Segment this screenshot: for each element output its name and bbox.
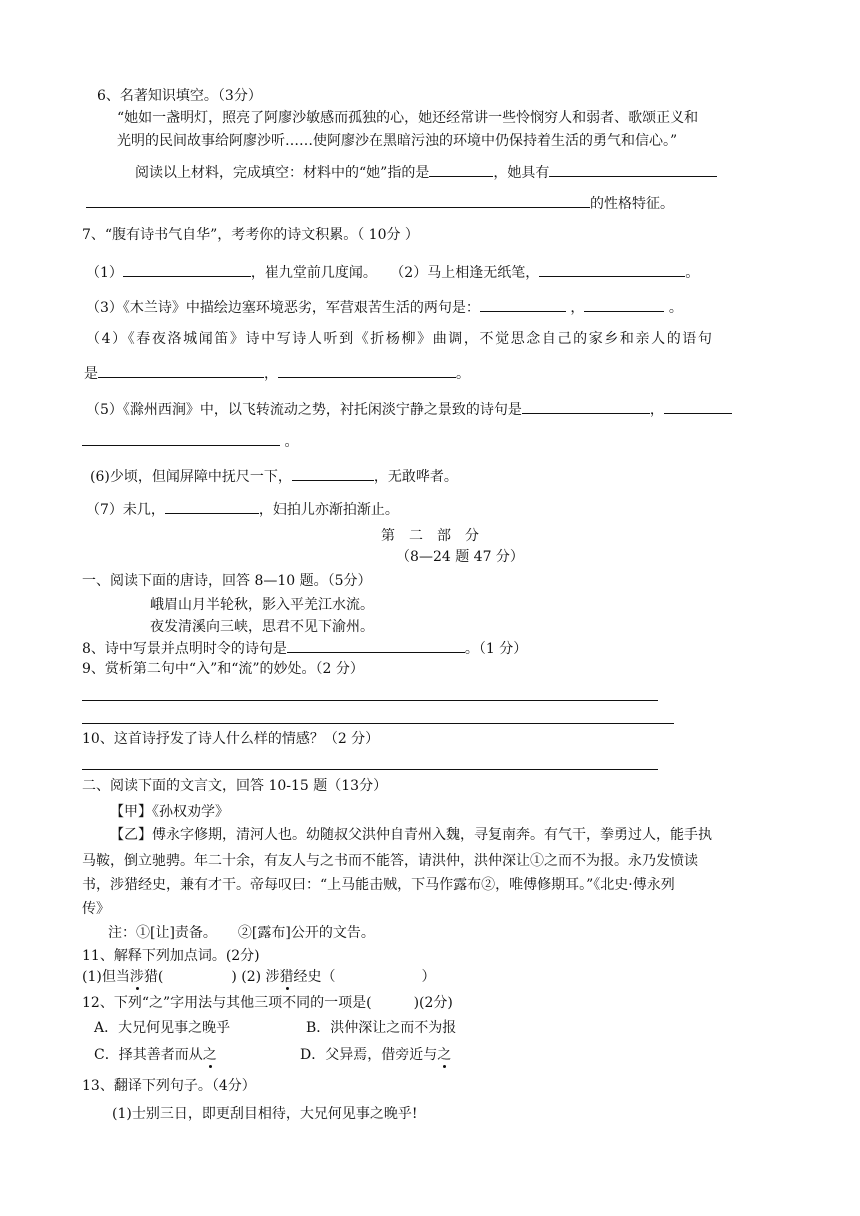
q7-item-3-comma: ， xyxy=(570,300,585,316)
q7-item-4-line-1: （4）《春夜洛城闻笛》诗中写诗人听到《折杨柳》曲调，不觉思念自己的家乡和亲人的语句 xyxy=(86,331,714,347)
q7-blank-3a[interactable] xyxy=(480,296,566,312)
q7-item-1-2 xyxy=(86,261,699,282)
q11-item-1-c: 猎( xyxy=(143,969,164,985)
q11-item-1-a: (1)但当 xyxy=(82,969,130,985)
q12-heading: 12、下列“之”字用法与其他三项不同的一项是( )(2分) xyxy=(82,995,453,1011)
q9-answer-line-2[interactable] xyxy=(82,723,674,724)
q7-heading: 7、“腹有诗书气自华”，考考你的诗文积累。（ 10分 ） xyxy=(82,227,419,243)
q12-option-d-text: D．父异焉，借旁近与 xyxy=(300,1047,438,1063)
q7-item-6 xyxy=(90,465,458,486)
passage-yi-line-3: 书，涉猎经史，兼有才干。帝每叹曰：“上马能击贼，下马作露布②，唯傅修期耳。”《北史·傅永列 xyxy=(82,877,675,893)
q6-blank-trait-2[interactable] xyxy=(86,192,590,208)
poem-line-2: 夜发清溪向三峡，思君不见下渝州。 xyxy=(150,619,374,635)
q7-blank-4b[interactable] xyxy=(278,362,456,378)
q7-item-3-end: 。 xyxy=(668,300,683,316)
q10-answer-line[interactable] xyxy=(82,769,658,770)
q6-task-text-2: ，她具有 xyxy=(493,165,550,181)
q7-item-4-line-2 xyxy=(84,362,470,383)
q8-blank[interactable] xyxy=(287,637,465,653)
q13-heading: 13、翻译下列句子。（4分） xyxy=(82,1078,256,1094)
passage-note: 注：①[让]责备。 ②[露布]公开的文告。 xyxy=(108,925,375,941)
q11-item-2-a: (2) xyxy=(241,969,262,985)
part-two-title: 第 二 部 分 xyxy=(381,528,479,544)
q11-item-2-d: 经史（ xyxy=(293,969,336,985)
q13-sentence-1: (1)士别三日，即更刮目相待，大兄何见事之晚乎! xyxy=(112,1106,418,1122)
q11-item-2-she: 涉 xyxy=(265,969,280,985)
q7-item-7-text: （7）未几， xyxy=(86,502,165,518)
sec1-heading: 一、阅读下面的唐诗，回答 8—10 题。（5分） xyxy=(82,573,372,589)
q12-option-c-dotted: 之 xyxy=(202,1047,217,1063)
q7-item-6-end: ，无敢哗者。 xyxy=(373,469,458,485)
passage-yi-line-2: 马鞍，倒立驰骋。年二十余，有友人与之书而不能答，请洪仲，洪仲深让①之而不为报。永乃发愤读 xyxy=(82,853,698,869)
q11-items xyxy=(82,968,436,986)
q7-item-5-comma: ， xyxy=(649,402,664,418)
q8-text: 8、诗中写景并点明时令的诗句是 xyxy=(82,641,287,657)
q6-quote-line-1: “她如一盏明灯，照亮了阿廖沙敏感而孤独的心，她还经常讲一些怜悯穷人和弱者、歌颂正义和 xyxy=(117,110,699,126)
q6-task-text: 阅读以上材料，完成填空：材料中的“她”指的是 xyxy=(135,165,430,181)
q7-blank-4a[interactable] xyxy=(98,362,264,378)
q7-item-7 xyxy=(86,498,399,519)
q6-trait-line xyxy=(86,192,674,213)
q7-item-2-end: 。 xyxy=(685,265,700,281)
q9-answer-line-1[interactable] xyxy=(82,700,658,701)
q7-item-6-text: (6)少顷，但闻屏障中抚尺一下， xyxy=(90,469,292,485)
q12-option-d[interactable] xyxy=(300,1046,451,1064)
q7-item-1-label: （1） xyxy=(86,265,123,281)
q8-score: 。（1 分） xyxy=(464,641,528,657)
sec2-heading: 二、阅读下面的文言文，回答 10-15 题（13分） xyxy=(82,778,388,794)
q7-blank-3b[interactable] xyxy=(584,296,664,312)
q7-item-1-text: ，崔九堂前几度闻。 xyxy=(250,265,377,281)
q7-item-5-line-1 xyxy=(86,398,732,419)
q11-item-1-dotted: 涉 xyxy=(129,969,144,985)
part-two-range: （8—24 题 47 分） xyxy=(396,549,524,565)
q7-blank-2[interactable] xyxy=(539,261,685,277)
q12-option-c-text: C．择其善者而从 xyxy=(94,1047,203,1063)
q12-option-a[interactable]: A．大兄何见事之晚乎 xyxy=(94,1020,231,1036)
q8 xyxy=(82,637,527,658)
q7-item-3-text: （3）《木兰诗》中描绘边塞环境恶劣，军营艰苦生活的两句是： xyxy=(86,300,480,316)
q6-blank-who[interactable] xyxy=(429,161,493,177)
q9-heading: 9、赏析第二句中“入”和“流”的妙处。（2 分） xyxy=(82,661,364,677)
q7-item-3 xyxy=(86,296,683,317)
q7-blank-1[interactable] xyxy=(123,261,251,277)
poem-line-1: 峨眉山月半轮秋，影入平羌江水流。 xyxy=(150,597,374,613)
q7-item-5-text: （5）《滁州西涧》中，以飞转流动之势，衬托闲淡宁静之景致的诗句是 xyxy=(86,402,522,418)
q7-item-2-text: （2）马上相逢无纸笔， xyxy=(390,265,540,281)
q6-blank-trait-1[interactable] xyxy=(549,161,717,177)
q6-quote-line-2: 光明的民间故事给阿廖沙听……使阿廖沙在黑暗污浊的环境中仍保持着生活的勇气和信心。” xyxy=(117,133,678,149)
q7-item-4-end: 。 xyxy=(456,366,470,382)
q7-blank-6[interactable] xyxy=(292,465,374,481)
passage-yi-line-1: 【乙】傅永字修期，清河人也。幼随叔父洪仲自青州入魏，寻复南奔。有气干，拳勇过人，能手执 xyxy=(110,827,712,843)
q7-blank-5a[interactable] xyxy=(522,398,650,414)
q6-heading: 6、名著知识填空。（3分） xyxy=(97,88,262,104)
q12-option-c[interactable] xyxy=(94,1046,217,1064)
q7-item-5-end: 。 xyxy=(284,434,299,450)
q11-item-2-dotted: 猎 xyxy=(279,969,294,985)
q7-blank-5b[interactable] xyxy=(664,398,732,414)
q7-item-7-end: ，妇拍儿亦渐拍渐止。 xyxy=(258,502,399,518)
q12-option-b[interactable]: B．洪仲深让之而不为报 xyxy=(306,1020,457,1036)
q7-item-4-prefix: 是 xyxy=(84,366,98,382)
q10-heading: 10、这首诗抒发了诗人什么样的情感？（2 分） xyxy=(82,731,380,747)
passage-yi-line-4: 传》 xyxy=(82,901,110,917)
q11-heading: 11、解释下列加点词。(2分) xyxy=(82,948,260,964)
q7-item-4-comma: ， xyxy=(264,366,278,382)
q11-item-1-close: ) xyxy=(231,969,237,985)
q6-task-line xyxy=(135,161,717,182)
q7-item-5-line-2 xyxy=(82,430,298,451)
passage-jia: 【甲】《孙权劝学》 xyxy=(110,804,229,820)
q11-item-2-close: ） xyxy=(421,969,436,985)
q7-blank-7[interactable] xyxy=(165,498,259,514)
q6-trait-suffix: 的性格特征。 xyxy=(590,196,674,212)
q7-blank-5c[interactable] xyxy=(82,430,280,446)
q12-option-d-dotted: 之 xyxy=(437,1047,452,1063)
